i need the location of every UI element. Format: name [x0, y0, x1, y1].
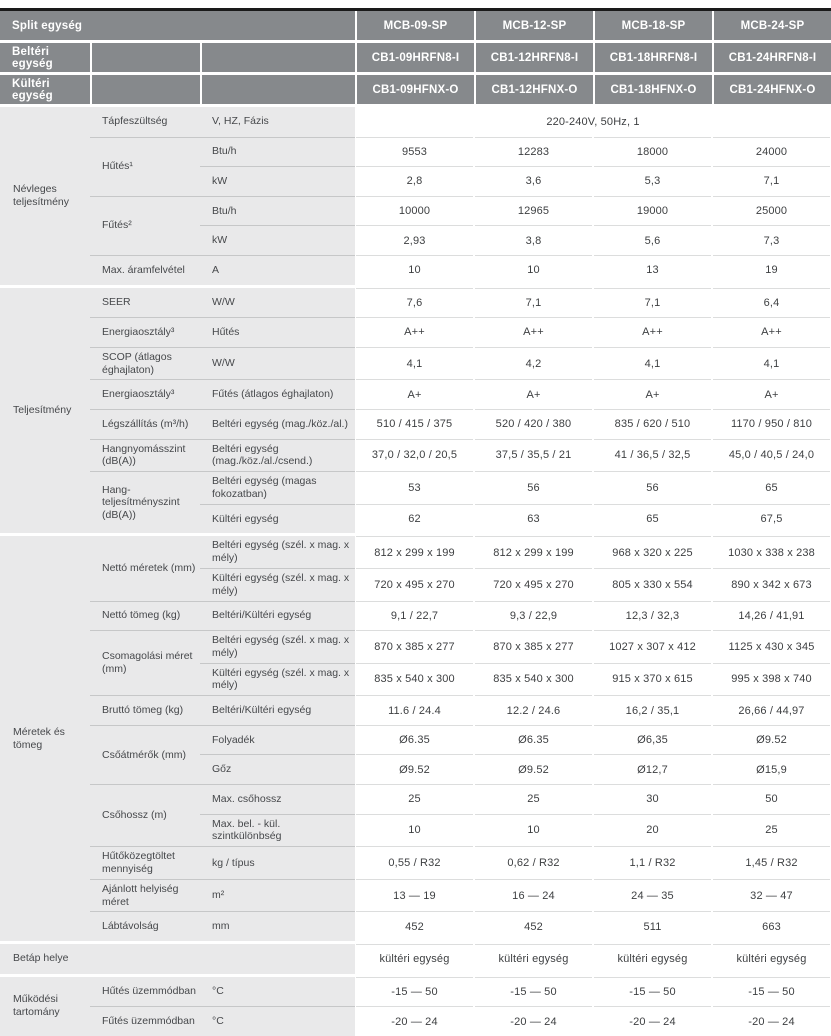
spec-value: 4,1 — [713, 347, 830, 380]
spec-value: 24000 — [713, 137, 830, 167]
model-name: CB1-12HRFN8-I — [474, 43, 593, 72]
spec-detail-label: W/W — [200, 288, 355, 318]
spec-value: 65 — [594, 504, 711, 534]
spec-detail-label: Btu/h — [200, 137, 355, 167]
spec-value: 915 x 370 x 615 — [594, 663, 711, 696]
model-name: MCB-24-SP — [712, 11, 831, 40]
spec-detail-label: Fűtés (átlagos éghajlaton) — [200, 379, 355, 409]
spec-value: A+ — [594, 379, 711, 409]
spec-value: 62 — [356, 504, 473, 534]
section-label: Méretek és tömeg — [0, 536, 90, 941]
spec-detail-label: Beltéri/Kültéri egység — [200, 601, 355, 631]
spec-value: kültéri egység — [594, 944, 711, 974]
spec-value: 812 x 299 x 199 — [475, 536, 592, 568]
spec-group-label: Energiaosztály³ — [90, 317, 200, 347]
spec-group-label: Légszállítás (m³/h) — [90, 409, 200, 439]
spec-value: 890 x 342 x 673 — [713, 568, 830, 601]
model-name: CB1-24HFNX-O — [712, 75, 831, 104]
spec-detail-label: Kültéri egység — [200, 504, 355, 534]
section-label: Teljesítmény — [0, 288, 90, 534]
header-spacer — [90, 75, 200, 104]
spec-group-label: Hang-teljesítményszint (dB(A)) — [90, 471, 200, 533]
spec-value: 56 — [594, 471, 711, 504]
header-spacer — [90, 43, 200, 72]
model-name: CB1-12HFNX-O — [474, 75, 593, 104]
spec-value: 7,1 — [475, 288, 592, 318]
spec-detail-label: kW — [200, 225, 355, 255]
spec-value: -20 — 24 — [713, 1006, 830, 1036]
model-name: CB1-18HRFN8-I — [593, 43, 712, 72]
spec-value: 26,66 / 44,97 — [713, 695, 830, 725]
spec-value: -20 — 24 — [356, 1006, 473, 1036]
spec-detail-label: Hűtés — [200, 317, 355, 347]
header-row-label: Split egység — [0, 11, 355, 40]
spec-value: 45,0 / 40,5 / 24,0 — [713, 439, 830, 472]
spec-group-label: SCOP (átlagos éghajlaton) — [90, 347, 200, 380]
spec-section — [0, 536, 831, 941]
spec-value: Ø9.52 — [475, 754, 592, 784]
spec-value: 1030 x 338 x 238 — [713, 536, 830, 568]
spec-group-label: Hangnyomásszint (dB(A)) — [90, 439, 200, 472]
spec-value: 5,3 — [594, 166, 711, 196]
spec-value: 11.6 / 24.4 — [356, 695, 473, 725]
spec-value: 19000 — [594, 196, 711, 226]
spec-group-label: Csőhossz (m) — [90, 784, 200, 846]
spec-value: 452 — [356, 911, 473, 941]
spec-value: 30 — [594, 784, 711, 814]
spec-detail-label: Max. bel. - kül. szintkülönbség — [200, 814, 355, 847]
spec-group-label: Ajánlott helyiség méret — [90, 879, 200, 912]
spec-value: A++ — [475, 317, 592, 347]
spec-value: 6,4 — [713, 288, 830, 318]
spec-value: 12,3 / 32,3 — [594, 601, 711, 631]
spec-group-label: Energiaosztály³ — [90, 379, 200, 409]
spec-value: 12.2 / 24.6 — [475, 695, 592, 725]
spec-value: Ø6.35 — [356, 725, 473, 755]
spec-value: 25000 — [713, 196, 830, 226]
spec-value: 835 / 620 / 510 — [594, 409, 711, 439]
spec-value: 7,1 — [594, 288, 711, 318]
spec-detail-label: Beltéri egység (mag./köz./al./csend.) — [200, 439, 355, 472]
spec-value: 10 — [475, 814, 592, 847]
spec-value: 2,93 — [356, 225, 473, 255]
spec-value: 7,3 — [713, 225, 830, 255]
model-name: CB1-09HFNX-O — [355, 75, 474, 104]
spec-value: 10 — [475, 255, 592, 285]
spec-value: kültéri egység — [713, 944, 830, 974]
spec-detail-label: Max. csőhossz — [200, 784, 355, 814]
spec-value: 10 — [356, 814, 473, 847]
spec-value: Ø15,9 — [713, 754, 830, 784]
model-name: CB1-18HFNX-O — [593, 75, 712, 104]
spec-detail-label: Kültéri egység (szél. x mag. x mély) — [200, 568, 355, 601]
spec-value: Ø9.52 — [356, 754, 473, 784]
spec-value: 1,1 / R32 — [594, 846, 711, 879]
spec-value: 7,1 — [713, 166, 830, 196]
spec-section — [0, 107, 831, 285]
spec-value: 812 x 299 x 199 — [356, 536, 473, 568]
section-label: Működési tartomány — [0, 977, 90, 1036]
spec-group-label: Tápfeszültség — [90, 107, 200, 137]
section-label: Névleges teljesítmény — [0, 107, 90, 285]
spec-value: A+ — [356, 379, 473, 409]
spec-group-label: Lábtávolság — [90, 911, 200, 941]
spec-value: 4,1 — [594, 347, 711, 380]
header-row — [0, 43, 831, 72]
spec-detail-label: °C — [200, 977, 355, 1007]
spec-value: 13 — [594, 255, 711, 285]
spec-value: 720 x 495 x 270 — [475, 568, 592, 601]
spec-detail-label: Btu/h — [200, 196, 355, 226]
spec-detail-label: W/W — [200, 347, 355, 380]
spec-value: 32 — 47 — [713, 879, 830, 912]
spec-value: 24 — 35 — [594, 879, 711, 912]
spec-value: kültéri egység — [475, 944, 592, 974]
spec-value: 1125 x 430 x 345 — [713, 630, 830, 663]
spec-group-label: Fűtés² — [90, 196, 200, 255]
spec-value: 12283 — [475, 137, 592, 167]
model-name: MCB-09-SP — [355, 11, 474, 40]
spec-table — [0, 107, 831, 1036]
spec-group-label: Fűtés üzemmódban — [90, 1006, 200, 1036]
header-spacer — [200, 75, 355, 104]
spec-group-label: Csőátmérők (mm) — [90, 725, 200, 784]
spec-value: 63 — [475, 504, 592, 534]
spec-value: 663 — [713, 911, 830, 941]
spec-value: 25 — [356, 784, 473, 814]
spec-group-label: Nettó méretek (mm) — [90, 536, 200, 600]
spec-detail-label: V, HZ, Fázis — [200, 107, 355, 137]
spec-value: 1027 x 307 x 412 — [594, 630, 711, 663]
spec-value: A++ — [713, 317, 830, 347]
spec-detail-label: Beltéri egység (szél. x mag. x mély) — [200, 536, 355, 568]
spec-value: 14,26 / 41,91 — [713, 601, 830, 631]
spec-value: 452 — [475, 911, 592, 941]
spec-detail-label: Beltéri egység (magas fokozatban) — [200, 471, 355, 504]
spec-value: 835 x 540 x 300 — [475, 663, 592, 696]
spec-value: 37,5 / 35,5 / 21 — [475, 439, 592, 472]
spec-value: 9,1 / 22,7 — [356, 601, 473, 631]
spec-section — [0, 944, 831, 974]
spec-value: 50 — [713, 784, 830, 814]
spec-detail-label: Folyadék — [200, 725, 355, 755]
spec-value: A+ — [713, 379, 830, 409]
spec-section — [0, 288, 831, 534]
spec-value: 7,6 — [356, 288, 473, 318]
spec-value: 16,2 / 35,1 — [594, 695, 711, 725]
spec-value: -15 — 50 — [713, 977, 830, 1007]
spec-group-label: Hűtés¹ — [90, 137, 200, 196]
section-label: Betáp helye — [0, 944, 355, 974]
header-row — [0, 75, 831, 104]
header-row-label: Beltéri egység — [0, 43, 90, 72]
spec-value: 835 x 540 x 300 — [356, 663, 473, 696]
model-name: MCB-18-SP — [593, 11, 712, 40]
spec-value: 720 x 495 x 270 — [356, 568, 473, 601]
header-spacer — [200, 43, 355, 72]
spec-value: 13 — 19 — [356, 879, 473, 912]
spec-detail-label: Beltéri egység (mag./köz./al.) — [200, 409, 355, 439]
spec-value: 18000 — [594, 137, 711, 167]
spec-value: 1170 / 950 / 810 — [713, 409, 830, 439]
spec-detail-label: mm — [200, 911, 355, 941]
spec-detail-label: Beltéri/Kültéri egység — [200, 695, 355, 725]
spec-value: 10 — [356, 255, 473, 285]
spec-value: -15 — 50 — [356, 977, 473, 1007]
spec-value: -20 — 24 — [594, 1006, 711, 1036]
spec-detail-label: Beltéri egység (szél. x mag. x mély) — [200, 630, 355, 663]
header-row-label: Kültéri egység — [0, 75, 90, 104]
spec-value: 20 — [594, 814, 711, 847]
spec-value: 805 x 330 x 554 — [594, 568, 711, 601]
spec-group-label: Bruttó tömeg (kg) — [90, 695, 200, 725]
spec-section — [0, 977, 831, 1036]
spec-detail-label: kg / típus — [200, 846, 355, 879]
spec-detail-label: A — [200, 255, 355, 285]
spec-value: 511 — [594, 911, 711, 941]
spec-value: Ø6,35 — [594, 725, 711, 755]
spec-value: 4,1 — [356, 347, 473, 380]
model-name: CB1-24HRFN8-I — [712, 43, 831, 72]
spec-value: -15 — 50 — [475, 977, 592, 1007]
spec-detail-label: kW — [200, 166, 355, 196]
spec-value: 25 — [475, 784, 592, 814]
spec-value: 870 x 385 x 277 — [356, 630, 473, 663]
header-row — [0, 11, 831, 40]
spec-value: 53 — [356, 471, 473, 504]
spec-value: 65 — [713, 471, 830, 504]
spec-group-label: Nettó tömeg (kg) — [90, 601, 200, 631]
spec-value: 12965 — [475, 196, 592, 226]
spec-value: 0,55 / R32 — [356, 846, 473, 879]
spec-detail-label: Gőz — [200, 754, 355, 784]
spec-value: A+ — [475, 379, 592, 409]
spec-value: 510 / 415 / 375 — [356, 409, 473, 439]
spec-group-label: Max. áramfelvétel — [90, 255, 200, 285]
model-name: MCB-12-SP — [474, 11, 593, 40]
spec-value: A++ — [356, 317, 473, 347]
spec-group-label: Csomagolási méret (mm) — [90, 630, 200, 695]
spec-value: 3,8 — [475, 225, 592, 255]
spec-value: 5,6 — [594, 225, 711, 255]
model-name: CB1-09HRFN8-I — [355, 43, 474, 72]
spec-value: 870 x 385 x 277 — [475, 630, 592, 663]
spec-value: Ø6.35 — [475, 725, 592, 755]
spec-value: 67,5 — [713, 504, 830, 534]
spec-value: 41 / 36,5 / 32,5 — [594, 439, 711, 472]
spec-value: 520 / 420 / 380 — [475, 409, 592, 439]
spec-group-label: Hűtőközegtöltet mennyiség — [90, 846, 200, 879]
spec-detail-label: m² — [200, 879, 355, 912]
spec-value: 9,3 / 22,9 — [475, 601, 592, 631]
spec-value: 37,0 / 32,0 / 20,5 — [356, 439, 473, 472]
spec-value: 25 — [713, 814, 830, 847]
spec-value: 19 — [713, 255, 830, 285]
spec-value: kültéri egység — [356, 944, 473, 974]
spec-detail-label: °C — [200, 1006, 355, 1036]
spec-table-header — [0, 8, 831, 104]
spec-value: Ø9.52 — [713, 725, 830, 755]
spec-group-label: Hűtés üzemmódban — [90, 977, 200, 1007]
spec-value: 9553 — [356, 137, 473, 167]
spec-value: 968 x 320 x 225 — [594, 536, 711, 568]
spec-value: 2,8 — [356, 166, 473, 196]
spec-value: A++ — [594, 317, 711, 347]
spec-value: 56 — [475, 471, 592, 504]
spec-value: 220-240V, 50Hz, 1 — [356, 107, 830, 137]
spec-value: 995 x 398 x 740 — [713, 663, 830, 696]
spec-value: -15 — 50 — [594, 977, 711, 1007]
spec-group-label: SEER — [90, 288, 200, 318]
spec-value: 10000 — [356, 196, 473, 226]
spec-value: Ø12,7 — [594, 754, 711, 784]
spec-value: 1,45 / R32 — [713, 846, 830, 879]
spec-value: 4,2 — [475, 347, 592, 380]
spec-value: 3,6 — [475, 166, 592, 196]
spec-value: -20 — 24 — [475, 1006, 592, 1036]
spec-value: 16 — 24 — [475, 879, 592, 912]
spec-value: 0,62 / R32 — [475, 846, 592, 879]
spec-detail-label: Kültéri egység (szél. x mag. x mély) — [200, 663, 355, 696]
